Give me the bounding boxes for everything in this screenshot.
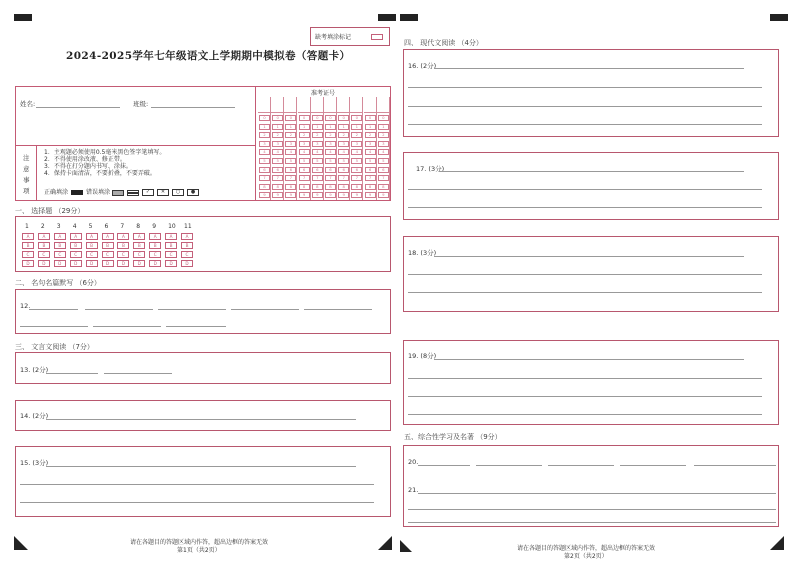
exam-number-bubble[interactable]: 6	[299, 167, 310, 173]
answer-line[interactable]	[46, 419, 356, 420]
choice-option-bubble[interactable]: D	[165, 260, 177, 267]
exam-number-bubble[interactable]: 6	[259, 167, 270, 173]
exam-number-bubble[interactable]: 8	[259, 184, 270, 190]
question-13-box	[15, 352, 391, 384]
exam-number-write-cell[interactable]	[377, 98, 389, 113]
exam-number-bubble[interactable]: 4	[365, 149, 376, 155]
name-field[interactable]	[36, 107, 120, 108]
choice-option-bubble[interactable]: D	[102, 260, 114, 267]
choice-option-bubble[interactable]: C	[181, 251, 193, 258]
exam-number-bubble[interactable]: 1	[325, 124, 336, 130]
choice-question-number: 4	[72, 223, 77, 230]
choice-option-bubble[interactable]: C	[86, 251, 98, 258]
exam-number-bubble[interactable]: 4	[378, 149, 389, 155]
choice-option-bubble[interactable]: A	[117, 233, 129, 240]
choice-option-bubble[interactable]: B	[181, 242, 193, 249]
exam-number-column-divider	[389, 97, 390, 200]
exam-number-bubble[interactable]: 2	[312, 132, 323, 138]
exam-number-bubble[interactable]: 7	[299, 175, 310, 181]
exam-number-label: 准考证号	[310, 90, 335, 97]
choice-option-bubble[interactable]: C	[102, 251, 114, 258]
choice-question-number: 2	[40, 223, 45, 230]
choice-question-number: 5	[88, 223, 93, 230]
exam-number-bubble[interactable]: 3	[312, 141, 323, 147]
choice-option-bubble[interactable]: C	[54, 251, 66, 258]
section-comprehensive-title: 五、综合性学习及名著 （9分）	[404, 433, 502, 441]
wrong-fill-example-cross: ✕	[157, 189, 169, 196]
answer-line[interactable]	[476, 465, 542, 466]
exam-number-bubble[interactable]: 8	[351, 184, 362, 190]
exam-number-bubble[interactable]: 5	[259, 158, 270, 164]
exam-number-bubble[interactable]: 2	[299, 132, 310, 138]
wrong-fill-example-1	[112, 190, 124, 196]
choice-option-bubble[interactable]: D	[149, 260, 161, 267]
question-15-label: 15. (3分)	[20, 459, 49, 467]
answer-line[interactable]	[46, 373, 98, 374]
choice-option-bubble[interactable]: B	[22, 242, 34, 249]
answer-line[interactable]	[434, 256, 744, 257]
answer-line[interactable]	[104, 373, 172, 374]
exam-number-bubble[interactable]: 2	[338, 132, 349, 138]
choice-option-bubble[interactable]: D	[86, 260, 98, 267]
exam-number-bubble[interactable]: 5	[378, 158, 389, 164]
exam-number-bubble[interactable]: 0	[325, 115, 336, 121]
exam-number-bubble[interactable]: 9	[285, 192, 296, 198]
answer-line[interactable]	[158, 309, 226, 310]
exam-number-bubble[interactable]: 1	[312, 124, 323, 130]
exam-number-bubble[interactable]: 5	[285, 158, 296, 164]
choice-option-bubble[interactable]: A	[38, 233, 50, 240]
correct-fill-label: 正确填涂	[44, 189, 69, 196]
exam-number-bubble[interactable]: 8	[285, 184, 296, 190]
exam-number-bubble[interactable]: 2	[365, 132, 376, 138]
answer-line[interactable]	[408, 274, 762, 275]
exam-number-bubble[interactable]: 7	[312, 175, 323, 181]
exam-number-bubble[interactable]: 2	[259, 132, 270, 138]
exam-number-bubble[interactable]: 8	[312, 184, 323, 190]
footer-page-number-2: 第2页（共2页）	[564, 553, 608, 560]
wrong-fill-label: 错误填涂	[86, 189, 111, 196]
exam-number-bubble[interactable]: 1	[285, 124, 296, 130]
absent-mark-box	[310, 27, 390, 46]
answer-line[interactable]	[408, 106, 762, 107]
choice-option-bubble[interactable]: B	[70, 242, 82, 249]
choice-option-bubble[interactable]: A	[149, 233, 161, 240]
exam-number-bubble[interactable]: 4	[259, 149, 270, 155]
choice-option-bubble[interactable]: A	[165, 233, 177, 240]
exam-number-write-cell[interactable]	[311, 98, 323, 113]
choice-option-bubble[interactable]: A	[133, 233, 145, 240]
question-19-label: 19. (8分)	[408, 352, 437, 360]
notice-line: 3．不得在打分题内书写、涂抹。	[44, 163, 132, 170]
question-16-label: 16. (2分)	[408, 62, 437, 70]
answer-line[interactable]	[408, 522, 776, 523]
exam-number-bubble[interactable]: 3	[285, 141, 296, 147]
wrong-fill-example-circle: ○	[172, 189, 184, 196]
registration-mark-top-center-left	[378, 14, 396, 21]
exam-number-bubble[interactable]: 9	[338, 192, 349, 198]
exam-number-bubble[interactable]: 3	[338, 141, 349, 147]
exam-number-bubble[interactable]: 5	[338, 158, 349, 164]
section-recitation-title: 二、 名句名篇默写 （6分）	[15, 279, 101, 287]
exam-number-write-cell[interactable]	[324, 98, 336, 113]
question-20-label: 20.	[408, 458, 419, 466]
exam-number-bubble[interactable]: 7	[365, 175, 376, 181]
answer-line[interactable]	[408, 396, 762, 397]
question-17-label: 17. (3分)	[416, 165, 445, 173]
exam-number-bubble[interactable]: 9	[312, 192, 323, 198]
answer-line[interactable]	[408, 207, 762, 208]
exam-number-bubble[interactable]: 5	[299, 158, 310, 164]
exam-number-bubble[interactable]: 1	[259, 124, 270, 130]
name-label: 姓名:	[20, 100, 36, 108]
answer-line[interactable]	[408, 124, 762, 125]
exam-number-bubble[interactable]: 2	[285, 132, 296, 138]
choice-question-number: 3	[56, 223, 61, 230]
exam-number-write-cell[interactable]	[298, 98, 310, 113]
exam-number-bubble[interactable]: 5	[272, 158, 283, 164]
choice-option-bubble[interactable]: A	[86, 233, 98, 240]
exam-number-bubble[interactable]: 6	[378, 167, 389, 173]
exam-number-bubble[interactable]: 0	[299, 115, 310, 121]
choice-option-bubble[interactable]: B	[38, 242, 50, 249]
exam-number-bubble[interactable]: 0	[259, 115, 270, 121]
exam-number-bubble[interactable]: 1	[272, 124, 283, 130]
section-modern-title: 四、 现代文阅读 （4分）	[404, 39, 483, 47]
question-15-box	[15, 446, 391, 517]
notice-line: 2．不得使用涂改液、修正带。	[44, 156, 126, 163]
answer-line[interactable]	[620, 465, 686, 466]
exam-number-bubble[interactable]: 9	[325, 192, 336, 198]
exam-number-bubble[interactable]: 5	[365, 158, 376, 164]
notice-list	[44, 149, 165, 177]
question-13-label: 13. (2分)	[20, 366, 49, 374]
choice-question-number: 8	[136, 223, 141, 230]
exam-number-bubble[interactable]: 3	[325, 141, 336, 147]
choice-option-bubble[interactable]: A	[102, 233, 114, 240]
answer-line[interactable]	[20, 502, 374, 503]
page-title: 2024-2025学年七年级语文上学期期中模拟卷（答题卡）	[66, 50, 351, 62]
exam-number-bubble[interactable]: 4	[285, 149, 296, 155]
exam-number-bubble[interactable]: 3	[272, 141, 283, 147]
choice-option-bubble[interactable]: B	[149, 242, 161, 249]
info-divider	[16, 145, 256, 146]
choice-option-bubble[interactable]: A	[22, 233, 34, 240]
exam-number-bubble[interactable]: 1	[299, 124, 310, 130]
answer-line[interactable]	[85, 309, 153, 310]
exam-number-bubble[interactable]: 8	[338, 184, 349, 190]
choice-option-bubble[interactable]: D	[181, 260, 193, 267]
exam-number-bubble[interactable]: 8	[325, 184, 336, 190]
choice-question-number: 6	[104, 223, 109, 230]
choice-option-bubble[interactable]: D	[70, 260, 82, 267]
registration-triangle-bottom-center-left	[378, 536, 392, 550]
question-12-label: 12.	[20, 302, 31, 310]
exam-number-bubble[interactable]: 0	[378, 115, 389, 121]
exam-number-bubble[interactable]: 7	[378, 175, 389, 181]
choice-option-bubble[interactable]: B	[86, 242, 98, 249]
exam-number-bubble[interactable]: 3	[299, 141, 310, 147]
exam-number-bubble[interactable]: 7	[351, 175, 362, 181]
exam-number-bubble[interactable]: 6	[338, 167, 349, 173]
exam-number-write-cell[interactable]	[364, 98, 376, 113]
exam-number-bubble[interactable]: 7	[285, 175, 296, 181]
exam-number-bubble[interactable]: 9	[299, 192, 310, 198]
exam-number-bubble[interactable]: 6	[312, 167, 323, 173]
choice-option-bubble[interactable]: B	[165, 242, 177, 249]
question-17-box	[403, 152, 779, 220]
registration-triangle-bottom-right	[770, 536, 784, 550]
question-14-box	[15, 400, 391, 431]
answer-line[interactable]	[93, 326, 161, 327]
exam-number-bubble[interactable]: 0	[338, 115, 349, 121]
exam-number-bubble[interactable]: 9	[272, 192, 283, 198]
answer-line[interactable]	[20, 484, 374, 485]
choice-option-bubble[interactable]: A	[70, 233, 82, 240]
class-field[interactable]	[151, 107, 235, 108]
exam-number-bubble[interactable]: 5	[351, 158, 362, 164]
answer-line[interactable]	[434, 68, 744, 69]
exam-number-bubble[interactable]: 2	[272, 132, 283, 138]
choice-question-number: 11	[184, 223, 192, 230]
choice-option-bubble[interactable]: A	[181, 233, 193, 240]
answer-line[interactable]	[408, 378, 762, 379]
exam-number-write-cell[interactable]	[271, 98, 283, 113]
exam-number-bubble[interactable]: 3	[365, 141, 376, 147]
exam-number-bubble[interactable]: 4	[325, 149, 336, 155]
answer-line[interactable]	[166, 326, 226, 327]
exam-number-grid	[255, 86, 391, 201]
exam-number-bubble[interactable]: 9	[378, 192, 389, 198]
choice-option-bubble[interactable]: C	[22, 251, 34, 258]
footer-page-number-1: 第1页（共2页）	[177, 547, 221, 554]
answer-line[interactable]	[440, 171, 744, 172]
choice-question-number: 1	[25, 223, 29, 230]
answer-line[interactable]	[20, 326, 88, 327]
exam-number-bubble[interactable]: 0	[312, 115, 323, 121]
exam-number-bubble[interactable]: 3	[259, 141, 270, 147]
exam-number-write-cell[interactable]	[284, 98, 296, 113]
choice-option-bubble[interactable]: B	[54, 242, 66, 249]
answer-line[interactable]	[408, 509, 776, 510]
choice-option-bubble[interactable]: B	[117, 242, 129, 249]
choice-option-bubble[interactable]: C	[165, 251, 177, 258]
section-classical-title: 三、 文言文阅读 （7分）	[15, 343, 94, 351]
exam-number-bubble[interactable]: 4	[299, 149, 310, 155]
exam-number-bubble[interactable]: 4	[338, 149, 349, 155]
notice-line: 4．保持卡面清洁，不要折叠，不要弄破。	[44, 170, 156, 177]
correct-fill-example	[71, 190, 83, 195]
registration-mark-top-center-right	[400, 14, 418, 21]
choice-option-bubble[interactable]: C	[38, 251, 50, 258]
answer-line[interactable]	[304, 309, 372, 310]
exam-number-bubble[interactable]: 0	[272, 115, 283, 121]
exam-number-bubble[interactable]: 6	[285, 167, 296, 173]
wrong-fill-example-dot: ●	[187, 189, 199, 196]
choice-answer-box	[15, 216, 391, 272]
question-14-label: 14. (2分)	[20, 412, 49, 420]
choice-option-bubble[interactable]: C	[133, 251, 145, 258]
exam-number-bubble[interactable]: 2	[351, 132, 362, 138]
exam-number-bubble[interactable]: 0	[365, 115, 376, 121]
answer-line[interactable]	[231, 309, 299, 310]
notice-line: 1．主观题必须使用0.5毫米黑色签字笔填写。	[44, 149, 166, 156]
exam-number-bubble[interactable]: 3	[351, 141, 362, 147]
question-20-21-box	[403, 445, 779, 527]
choice-option-bubble[interactable]: C	[117, 251, 129, 258]
answer-line[interactable]	[418, 493, 776, 494]
question-18-box	[403, 236, 779, 312]
section-choice-title: 一、 选择题 （29分）	[15, 207, 85, 215]
exam-number-bubble[interactable]: 2	[325, 132, 336, 138]
choice-option-bubble[interactable]: A	[54, 233, 66, 240]
exam-number-bubble[interactable]: 4	[351, 149, 362, 155]
exam-number-bubble[interactable]: 3	[378, 141, 389, 147]
answer-line[interactable]	[434, 359, 744, 360]
footer-note-page1: 请在各题目的答题区域内作答，超出边框的答案无效	[130, 539, 269, 546]
choice-option-bubble[interactable]: C	[149, 251, 161, 258]
exam-number-bubble[interactable]: 6	[365, 167, 376, 173]
answer-line[interactable]	[548, 465, 614, 466]
exam-number-bubble[interactable]: 7	[272, 175, 283, 181]
choice-option-bubble[interactable]: B	[102, 242, 114, 249]
choice-question-number: 9	[152, 223, 157, 230]
answer-line[interactable]	[408, 292, 762, 293]
absent-mark-label: 缺考填涂标记	[315, 34, 352, 41]
exam-number-bubble[interactable]: 1	[378, 124, 389, 130]
registration-mark-top-left	[14, 14, 32, 21]
exam-number-bubble[interactable]: 1	[338, 124, 349, 130]
question-19-box	[403, 340, 779, 425]
choice-option-bubble[interactable]: D	[117, 260, 129, 267]
exam-number-write-cell[interactable]	[258, 98, 270, 113]
answer-line[interactable]	[408, 87, 762, 88]
exam-number-bubble[interactable]: 6	[325, 167, 336, 173]
wrong-fill-example-2	[127, 190, 139, 196]
notice-label: 注意事项	[23, 154, 30, 195]
answer-line[interactable]	[29, 309, 78, 310]
registration-triangle-bottom-left	[14, 536, 28, 550]
exam-number-bubble[interactable]: 7	[338, 175, 349, 181]
exam-number-write-cell[interactable]	[337, 98, 349, 113]
exam-number-bubble[interactable]: 4	[312, 149, 323, 155]
registration-mark-top-right	[770, 14, 788, 21]
exam-number-bubble[interactable]: 5	[312, 158, 323, 164]
exam-number-bubble[interactable]: 4	[272, 149, 283, 155]
choice-option-bubble[interactable]: D	[22, 260, 34, 267]
exam-number-bubble[interactable]: 9	[351, 192, 362, 198]
exam-number-bubble[interactable]: 1	[365, 124, 376, 130]
recitation-answer-box	[15, 289, 391, 334]
footer-note-page2: 请在各题目的答题区域内作答，超出边框的答案无效	[517, 545, 656, 552]
question-16-box	[403, 49, 779, 137]
choice-option-bubble[interactable]: D	[54, 260, 66, 267]
exam-number-bubble[interactable]: 5	[325, 158, 336, 164]
exam-number-bubble[interactable]: 9	[365, 192, 376, 198]
registration-triangle-bottom-center-right	[400, 540, 412, 552]
notice-divider	[36, 145, 37, 201]
exam-number-bubble[interactable]: 0	[285, 115, 296, 121]
question-18-label: 18. (3分)	[408, 249, 437, 257]
exam-number-bubble[interactable]: 8	[365, 184, 376, 190]
exam-number-bubble[interactable]: 0	[351, 115, 362, 121]
answer-line[interactable]	[408, 414, 762, 415]
answer-line[interactable]	[46, 466, 356, 467]
choice-question-number: 10	[168, 223, 176, 230]
exam-number-bubble[interactable]: 7	[325, 175, 336, 181]
exam-number-write-cell[interactable]	[350, 98, 362, 113]
class-label: 班级:	[133, 100, 149, 108]
answer-line[interactable]	[418, 465, 470, 466]
exam-number-bubble[interactable]: 9	[259, 192, 270, 198]
absent-mark-bubble[interactable]	[371, 34, 383, 40]
choice-question-number: 7	[120, 223, 125, 230]
exam-number-bubble[interactable]: 2	[378, 132, 389, 138]
exam-number-bubble[interactable]: 7	[259, 175, 270, 181]
answer-line[interactable]	[694, 465, 776, 466]
choice-option-bubble[interactable]: C	[70, 251, 82, 258]
exam-number-bubble[interactable]: 1	[351, 124, 362, 130]
exam-number-bubble[interactable]: 8	[299, 184, 310, 190]
choice-option-bubble[interactable]: B	[133, 242, 145, 249]
choice-option-bubble[interactable]: D	[133, 260, 145, 267]
wrong-fill-example-check: ✓	[142, 189, 154, 196]
exam-number-bubble[interactable]: 6	[272, 167, 283, 173]
exam-number-bubble[interactable]: 6	[351, 167, 362, 173]
question-21-label: 21.	[408, 486, 419, 494]
answer-line[interactable]	[408, 189, 762, 190]
exam-number-bubble[interactable]: 8	[272, 184, 283, 190]
choice-option-bubble[interactable]: D	[38, 260, 50, 267]
exam-number-bubble[interactable]: 8	[378, 184, 389, 190]
